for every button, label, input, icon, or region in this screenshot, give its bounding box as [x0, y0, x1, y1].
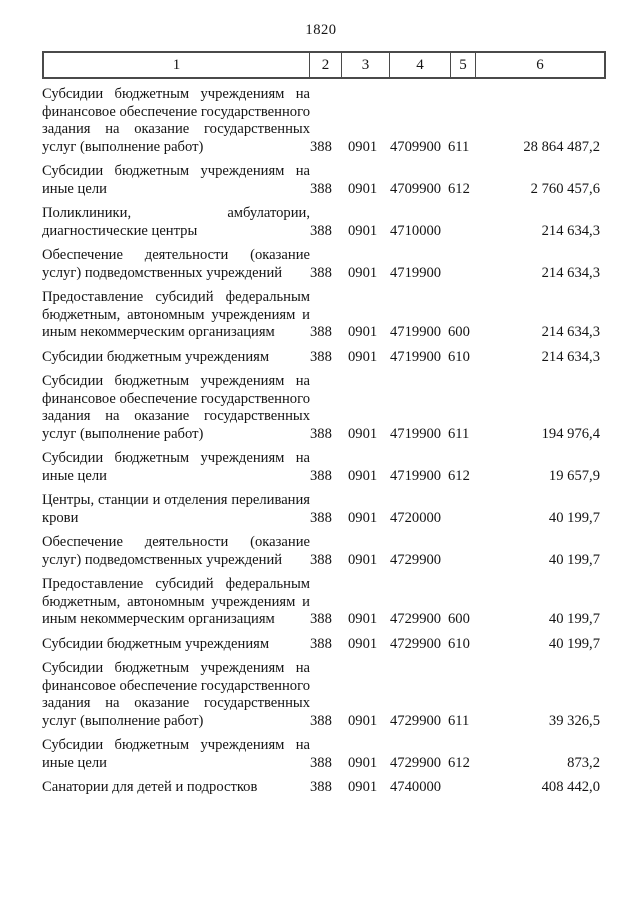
code-cell-col5: 610 [448, 348, 470, 365]
table-row [42, 342, 600, 367]
code-cell-col2: 388 [310, 348, 332, 365]
code-cell-col3: 0901 [348, 180, 378, 197]
amount-cell: 408 442,0 [541, 779, 600, 795]
code-cell-col2: 388 [310, 222, 332, 239]
table-row [42, 79, 600, 156]
code-cell-col4: 4709900 [390, 138, 442, 155]
row-title-cell: Обеспечение деятельности (оказание услуг) подведомственных учреждений [42, 534, 310, 568]
amount-cell: 40 199,7 [548, 551, 600, 568]
row-title-cell: Центры, станции и отделения переливания крови [42, 492, 310, 526]
code-cell-col2: 388 [310, 180, 332, 197]
code-cell-col2: 388 [310, 754, 332, 771]
code-cell-col3: 0901 [348, 348, 378, 365]
code-cell-col4: 4729900 [390, 551, 442, 568]
code-cell-col5 [448, 772, 482, 797]
row-title-cell: Субсидии бюджетным учреждениям [42, 348, 270, 365]
code-cell-col4: 4729900 [390, 611, 442, 627]
code-cell-col4: 4719900 [390, 348, 442, 365]
code-cell-col4: 4710000 [390, 222, 442, 239]
code-cell-col4: 4719900 [390, 264, 442, 281]
code-cell-col5: 612 [448, 180, 470, 197]
code-cell-col5: 612 [448, 467, 470, 484]
row-title-cell: Субсидии бюджетным учреждениям на финансовое обеспечение государственного задания на оказание государственных услуг (выполнение работ) [42, 660, 310, 729]
code-cell-col5 [448, 240, 482, 282]
code-cell-col3: 0901 [348, 509, 378, 526]
amount-cell: 2 760 457,6 [530, 180, 600, 197]
code-cell-col5 [448, 485, 482, 527]
code-cell-col2: 388 [310, 509, 332, 526]
budget-table-body [42, 79, 600, 797]
header-cell-2: 2 [310, 52, 342, 78]
code-cell-col2: 388 [310, 712, 332, 729]
row-title-cell: Санатории для детей и подростков [42, 779, 258, 795]
code-cell-col3: 0901 [348, 635, 378, 652]
code-cell-col3: 0901 [348, 611, 378, 627]
table-row [42, 198, 600, 240]
amount-cell: 214 634,3 [541, 348, 600, 365]
code-cell-col4: 4720000 [390, 509, 442, 526]
code-cell-col2: 388 [310, 611, 332, 627]
code-cell-col3: 0901 [348, 712, 378, 729]
header-cell-3: 3 [342, 52, 390, 78]
table-row [42, 443, 600, 485]
row-title-cell: Поликлиники, амбулатории, диагностические центры [42, 205, 310, 239]
code-cell-col4: 4719900 [390, 324, 442, 340]
code-cell-col2: 388 [310, 779, 332, 795]
budget-table [42, 79, 600, 797]
code-cell-col2: 388 [310, 551, 332, 568]
table-row [42, 629, 600, 654]
code-cell-col4: 4719900 [390, 425, 442, 442]
row-title-cell: Предоставление субсидий федеральным бюджетным, автономным учреждениям и иным некоммерческим организациям [42, 289, 310, 340]
code-cell-col4: 4719900 [390, 467, 442, 484]
code-cell-col2: 388 [310, 138, 332, 155]
code-cell-col5 [448, 527, 482, 569]
code-cell-col5: 600 [448, 611, 470, 627]
table-row [42, 527, 600, 569]
code-cell-col2: 388 [310, 324, 332, 340]
row-title-cell: Субсидии бюджетным учреждениям на финансовое обеспечение государственного задания на оказание государственных услуг (выполнение работ) [42, 373, 310, 442]
amount-cell: 19 657,9 [548, 467, 600, 484]
code-cell-col5: 612 [448, 754, 470, 771]
table-row [42, 730, 600, 772]
code-cell-col5 [448, 198, 482, 240]
code-cell-col3: 0901 [348, 222, 378, 239]
amount-cell: 40 199,7 [548, 611, 600, 627]
table-row [42, 772, 600, 797]
header-row [43, 52, 605, 78]
amount-cell: 39 326,5 [548, 712, 600, 729]
amount-cell: 28 864 487,2 [523, 138, 600, 155]
amount-cell: 194 976,4 [541, 425, 600, 442]
code-cell-col4: 4740000 [390, 779, 442, 795]
page-number: 1820 [305, 22, 337, 38]
table-row [42, 366, 600, 443]
code-cell-col2: 388 [310, 635, 332, 652]
row-title-cell: Субсидии бюджетным учреждениям на иные цели [42, 163, 310, 197]
table-row [42, 653, 600, 730]
table-row [42, 485, 600, 527]
code-cell-col5: 611 [448, 425, 470, 442]
code-cell-col3: 0901 [348, 264, 378, 281]
row-title-cell: Субсидии бюджетным учреждениям на иные цели [42, 737, 310, 771]
amount-cell: 214 634,3 [541, 222, 600, 239]
row-title-cell: Предоставление субсидий федеральным бюджетным, автономным учреждениям и иным некоммерческим организациям [42, 576, 310, 627]
amount-cell: 40 199,7 [548, 509, 600, 526]
code-cell-col5: 611 [448, 138, 470, 155]
code-cell-col3: 0901 [348, 138, 378, 155]
code-cell-col2: 388 [310, 264, 332, 281]
amount-cell: 214 634,3 [541, 264, 600, 281]
row-title-cell: Субсидии бюджетным учреждениям [42, 635, 270, 652]
code-cell-col2: 388 [310, 467, 332, 484]
code-cell-col3: 0901 [348, 324, 378, 340]
code-cell-col4: 4709900 [390, 180, 442, 197]
amount-cell: 873,2 [567, 754, 600, 771]
table-row [42, 569, 600, 629]
header-cell-4: 4 [390, 52, 451, 78]
code-cell-col3: 0901 [348, 779, 378, 795]
code-cell-col4: 4729900 [390, 635, 442, 652]
code-cell-col3: 0901 [348, 467, 378, 484]
header-cell-5: 5 [451, 52, 476, 78]
code-cell-col4: 4729900 [390, 712, 442, 729]
row-title-cell: Субсидии бюджетным учреждениям на иные цели [42, 450, 310, 484]
code-cell-col4: 4729900 [390, 754, 442, 771]
header-cell-6: 6 [476, 52, 606, 78]
code-cell-col2: 388 [310, 425, 332, 442]
table-row [42, 282, 600, 342]
table-row [42, 240, 600, 282]
code-cell-col3: 0901 [348, 551, 378, 568]
column-header-row [42, 51, 606, 79]
header-cell-1: 1 [43, 52, 310, 78]
code-cell-col5: 611 [448, 712, 470, 729]
code-cell-col5: 600 [448, 324, 470, 340]
amount-cell: 214 634,3 [541, 324, 600, 340]
table-row [42, 156, 600, 198]
row-title-cell: Обеспечение деятельности (оказание услуг) подведомственных учреждений [42, 247, 310, 281]
code-cell-col5: 610 [448, 635, 470, 652]
amount-cell: 40 199,7 [548, 635, 600, 652]
row-title-cell: Субсидии бюджетным учреждениям на финансовое обеспечение государственного задания на оказание государственных услуг (выполнение работ) [42, 86, 310, 155]
code-cell-col3: 0901 [348, 754, 378, 771]
code-cell-col3: 0901 [348, 425, 378, 442]
